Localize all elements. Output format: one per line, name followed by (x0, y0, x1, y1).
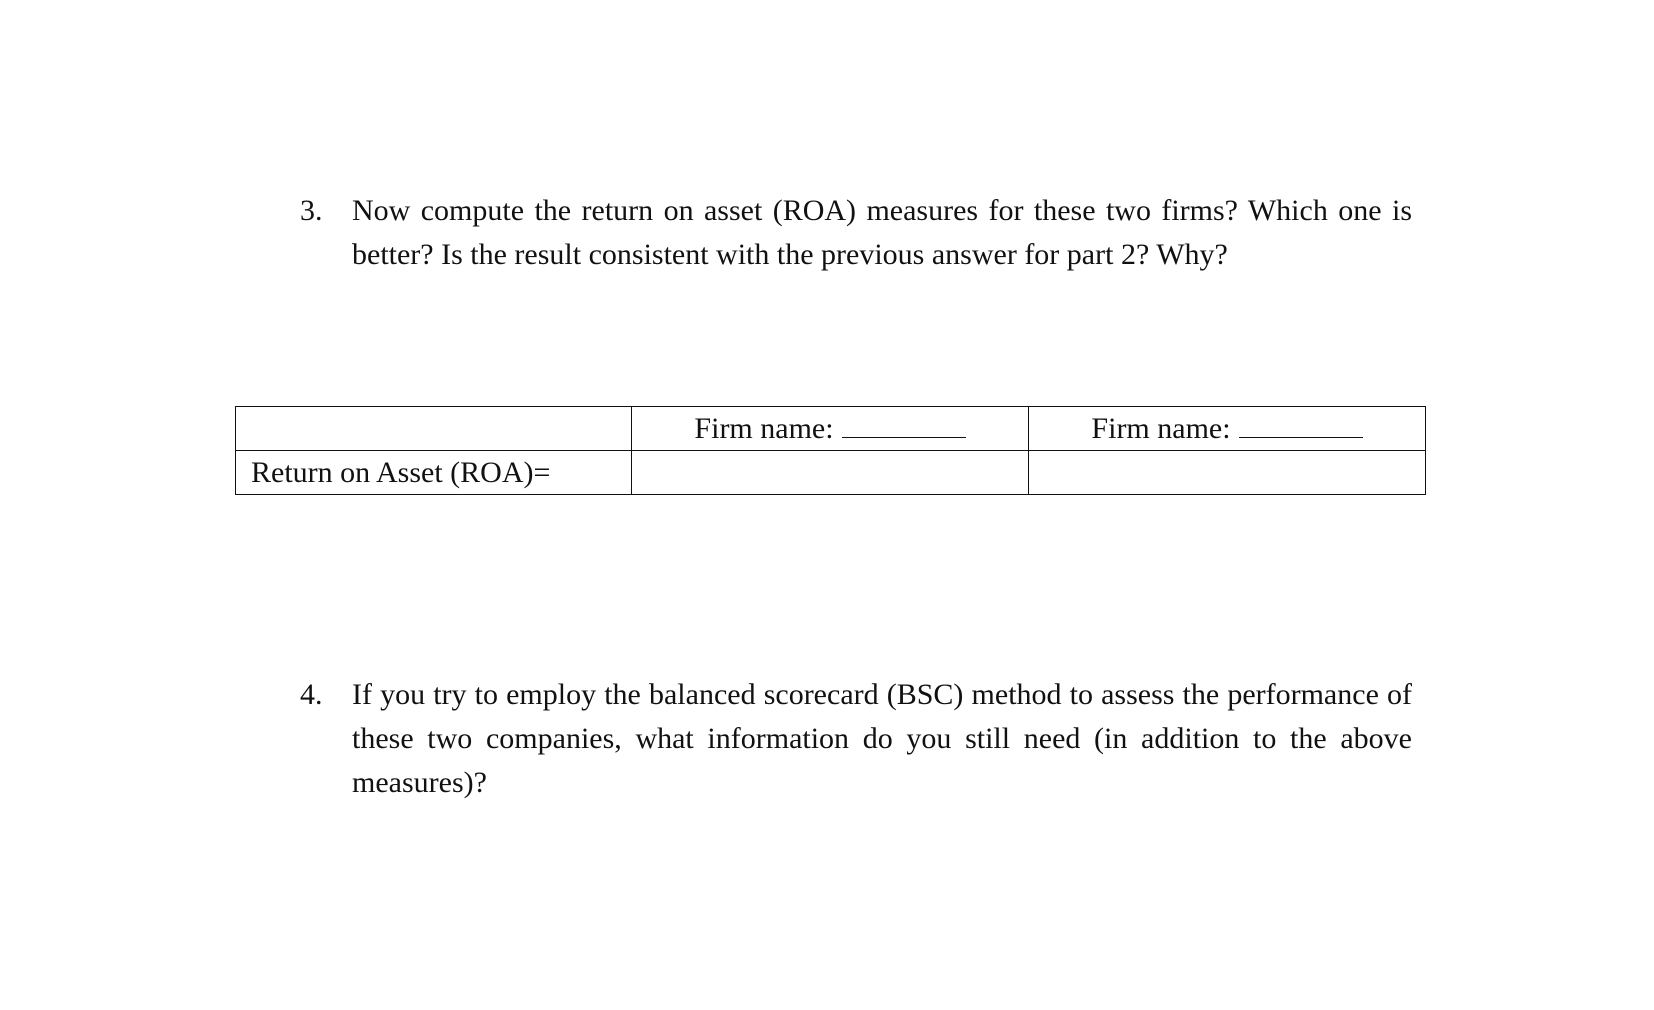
firm-1-roa-cell[interactable] (632, 451, 1029, 495)
table-row (236, 451, 1426, 495)
firm-1-name-blank[interactable] (842, 413, 966, 438)
firm-2-name-blank[interactable] (1239, 413, 1363, 438)
question-3-text: Now compute the return on asset (ROA) measures for these two firms? Which one is better? Is the result consistent with the previous answer for part 2? Why? (352, 194, 1412, 271)
roa-table (235, 406, 1426, 495)
roa-row-label: Return on Asset (ROA)= (236, 451, 632, 495)
question-3 (300, 189, 1412, 277)
firm-1-name-label: Firm name: (694, 411, 834, 445)
firm-2-roa-cell[interactable] (1029, 451, 1426, 495)
firm-2-name-label: Firm name: (1091, 411, 1231, 445)
question-4 (300, 673, 1412, 805)
header-empty-cell (236, 407, 632, 451)
firm-1-name-cell[interactable] (632, 407, 1029, 451)
question-4-text: If you try to employ the balanced scorecard (BSC) method to assess the performance of these two companies, what information do you still need (in addition to the above measures)? (352, 678, 1412, 799)
question-3-number: 3. (300, 194, 323, 227)
question-4-number: 4. (300, 678, 323, 711)
table-header-row (236, 407, 1426, 451)
firm-2-name-cell[interactable] (1029, 407, 1426, 451)
